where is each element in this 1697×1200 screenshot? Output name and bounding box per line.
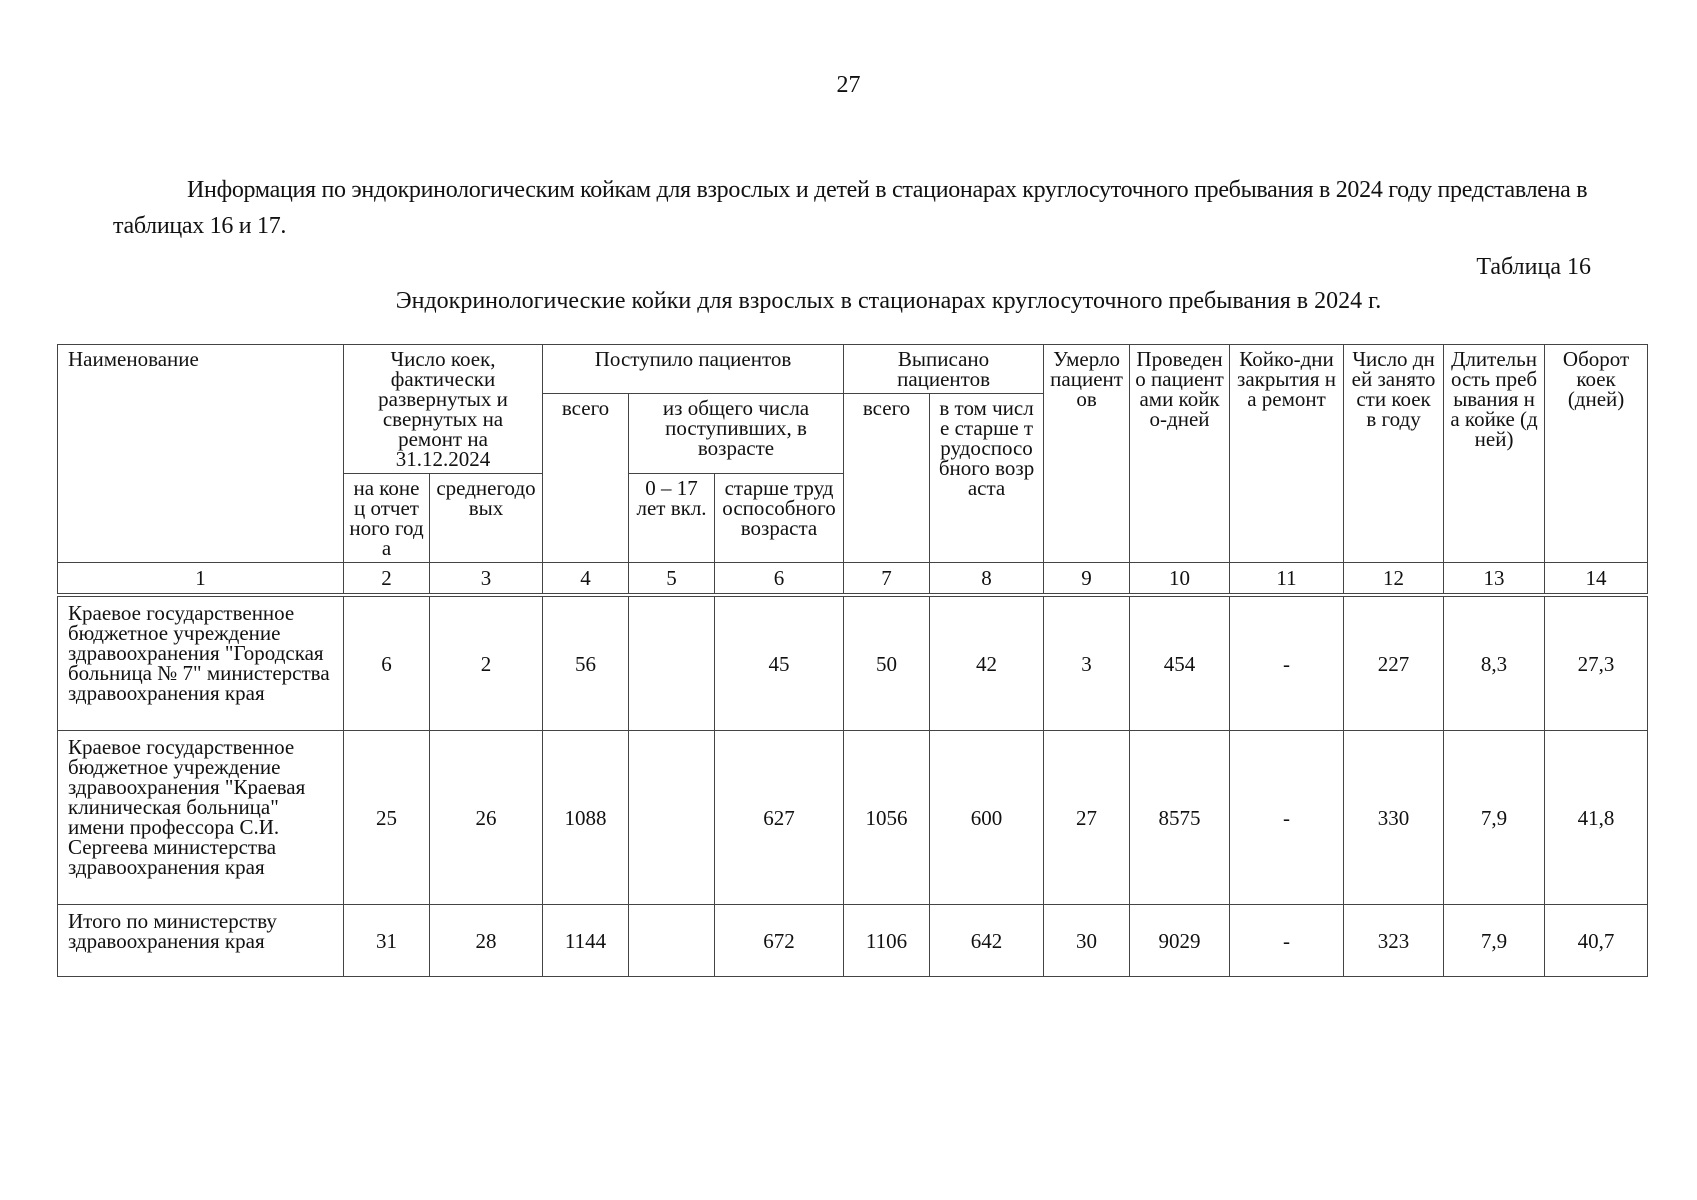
cell: 6 bbox=[344, 597, 430, 731]
cell: 454 bbox=[1130, 597, 1230, 731]
header-beds-avg: среднегодовых bbox=[430, 474, 543, 563]
cell: 1088 bbox=[543, 731, 629, 905]
cell: 7,9 bbox=[1444, 731, 1545, 905]
cell: 26 bbox=[430, 731, 543, 905]
header-beds-end: на конец отчетного года bbox=[344, 474, 430, 563]
row-name: Итого по министерству здравоохранения края bbox=[58, 905, 344, 977]
cell bbox=[629, 731, 715, 905]
column-number: 10 bbox=[1130, 563, 1230, 594]
endocrinology-beds-table bbox=[57, 344, 1648, 977]
column-numbers-row bbox=[58, 563, 1648, 594]
row-name: Краевое государственное бюджетное учреждение здравоохранения "Городская больница № 7" министерства здравоохранения края bbox=[58, 597, 344, 731]
column-number: 7 bbox=[844, 563, 930, 594]
header-admitted-of: из общего числа поступивших, в возрасте bbox=[629, 394, 844, 474]
cell: 28 bbox=[430, 905, 543, 977]
cell: 3 bbox=[1044, 597, 1130, 731]
header-discharged-senior: в том числе старше трудоспособного возраста bbox=[930, 394, 1044, 563]
cell: 1144 bbox=[543, 905, 629, 977]
page-number: 27 bbox=[836, 72, 861, 98]
header-avg-stay: Длительность пребывания на койке (дней) bbox=[1444, 345, 1545, 563]
cell: 672 bbox=[715, 905, 844, 977]
cell: 30 bbox=[1044, 905, 1130, 977]
cell: - bbox=[1230, 905, 1344, 977]
header-turnover: Оборот коек (дней) bbox=[1545, 345, 1648, 563]
table-number: Таблица 16 bbox=[1476, 254, 1591, 280]
cell: 7,9 bbox=[1444, 905, 1545, 977]
cell: 41,8 bbox=[1545, 731, 1648, 905]
cell: 42 bbox=[930, 597, 1044, 731]
cell: 8,3 bbox=[1444, 597, 1545, 731]
header-beds: Число коек, фактически развернутых и свернутых на ремонт на 31.12.2024 bbox=[344, 345, 543, 474]
table-row bbox=[58, 597, 1648, 731]
column-number: 8 bbox=[930, 563, 1044, 594]
header-name: Наименование bbox=[58, 345, 344, 563]
column-number: 14 bbox=[1545, 563, 1648, 594]
table-row bbox=[58, 731, 1648, 905]
cell: 27,3 bbox=[1545, 597, 1648, 731]
header-age-senior: старше трудоспособного возраста bbox=[715, 474, 844, 563]
cell: 31 bbox=[344, 905, 430, 977]
column-number: 11 bbox=[1230, 563, 1344, 594]
cell: 227 bbox=[1344, 597, 1444, 731]
column-number: 6 bbox=[715, 563, 844, 594]
cell: - bbox=[1230, 731, 1344, 905]
header-row-1 bbox=[58, 345, 1648, 394]
cell: 1056 bbox=[844, 731, 930, 905]
row-name: Краевое государственное бюджетное учреждение здравоохранения "Краевая клиническая больница" имени профессора С.И. Сергеева министерства здравоохранения края bbox=[58, 731, 344, 905]
cell: 627 bbox=[715, 731, 844, 905]
cell: 8575 bbox=[1130, 731, 1230, 905]
cell bbox=[629, 597, 715, 731]
cell: 27 bbox=[1044, 731, 1130, 905]
table-title: Эндокринологические койки для взрослых в стационарах круглосуточного пребывания в 2024 г. bbox=[395, 288, 1382, 314]
column-number: 12 bbox=[1344, 563, 1444, 594]
intro-paragraph: Информация по эндокринологическим койкам для взрослых и детей в стационарах круглосуточного пребывания в 2024 году представлена в таблицах 16 и 17. bbox=[113, 177, 1588, 239]
column-number: 5 bbox=[629, 563, 715, 594]
table-row-total bbox=[58, 905, 1648, 977]
header-discharged-total: всего bbox=[844, 394, 930, 563]
column-number: 3 bbox=[430, 563, 543, 594]
cell: - bbox=[1230, 597, 1344, 731]
column-number: 13 bbox=[1444, 563, 1545, 594]
cell: 600 bbox=[930, 731, 1044, 905]
cell: 25 bbox=[344, 731, 430, 905]
header-admitted-total: всего bbox=[543, 394, 629, 563]
cell bbox=[629, 905, 715, 977]
header-bed-days: Проведено пациентами койко-дней bbox=[1130, 345, 1230, 563]
header-discharged: Выписано пациентов bbox=[844, 345, 1044, 394]
cell: 642 bbox=[930, 905, 1044, 977]
cell: 323 bbox=[1344, 905, 1444, 977]
column-number: 1 bbox=[58, 563, 344, 594]
column-number: 4 bbox=[543, 563, 629, 594]
header-died: Умерло пациентов bbox=[1044, 345, 1130, 563]
header-closed-days: Койко-дни закрытия на ремонт bbox=[1230, 345, 1344, 563]
header-occupancy: Число дней занятости коек в году bbox=[1344, 345, 1444, 563]
cell: 1106 bbox=[844, 905, 930, 977]
cell: 45 bbox=[715, 597, 844, 731]
column-number: 2 bbox=[344, 563, 430, 594]
cell: 50 bbox=[844, 597, 930, 731]
cell: 2 bbox=[430, 597, 543, 731]
header-age-0-17: 0 – 17 лет вкл. bbox=[629, 474, 715, 563]
cell: 9029 bbox=[1130, 905, 1230, 977]
cell: 56 bbox=[543, 597, 629, 731]
column-number: 9 bbox=[1044, 563, 1130, 594]
cell: 330 bbox=[1344, 731, 1444, 905]
cell: 40,7 bbox=[1545, 905, 1648, 977]
header-admitted: Поступило пациентов bbox=[543, 345, 844, 394]
